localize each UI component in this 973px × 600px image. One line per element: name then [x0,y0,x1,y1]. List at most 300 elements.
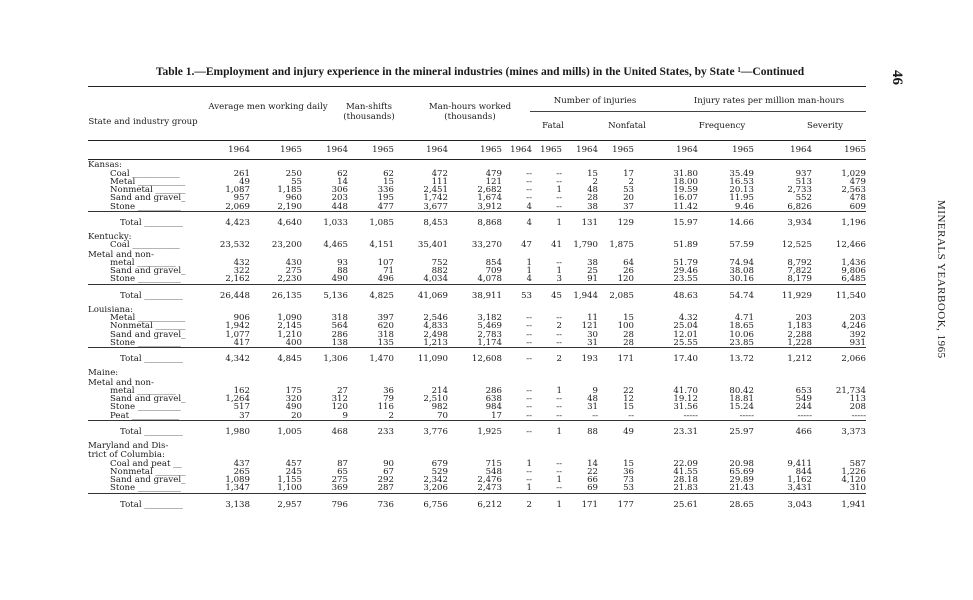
table-cell: 549 [795,394,812,404]
table-cell: 208 [849,402,866,413]
table-cell: 48.63 [673,290,698,301]
table-cell: 171 [617,354,634,364]
table-cell: 10.06 [729,329,754,340]
table-cell: 2,085 [609,290,634,301]
table-cell: 20 [623,193,634,204]
row-label: Sand and gravel_ [110,329,186,340]
table-cell: 1,925 [477,426,502,437]
table-cell: 6,485 [841,274,866,285]
table-cell: 14 [587,458,598,469]
row-label: Total _________ [120,290,183,301]
table-cell: 193 [581,354,598,364]
table-cell: 2,451 [423,185,448,195]
table-cell: 292 [377,475,394,485]
table-cell: -- [556,483,562,494]
table-cell: 432 [233,257,250,268]
table-cell: -- [556,168,562,179]
row-label: Sand and gravel_ [110,193,186,204]
table-cell: 120 [617,274,634,285]
table-cell: 69 [587,483,598,494]
table-cell: 47 [521,240,532,251]
table-cell: 21.83 [673,483,698,494]
table-cell: 4,151 [369,240,394,251]
table-cell: 38 [587,201,598,212]
table-cell: 1,089 [225,475,250,485]
table-cell: 2,498 [423,329,448,340]
table-cell: 1,210 [277,329,302,340]
table-cell: 1,174 [477,337,502,348]
table-cell: -- [556,313,562,323]
table-cell: 1,875 [609,240,634,251]
table-cell: 65.69 [729,466,754,477]
table-cell: 87 [337,458,348,469]
row-label: Stone __________ [110,201,181,212]
table-cell: 3,206 [423,483,448,494]
table-cell: 1,436 [841,257,866,268]
table-cell: 4,034 [423,274,448,285]
table-cell: 1 [526,257,532,268]
table-cell: 2 [556,354,562,364]
table-cell: 93 [337,257,348,268]
table-cell: 214 [431,385,448,396]
table-cell: 1,228 [787,337,812,348]
table-cell: -- [526,385,532,396]
table-cell: 796 [331,499,348,510]
table-cell: 5,136 [323,290,348,301]
table-cell: 286 [331,329,348,340]
row-label: Total _________ [120,426,183,437]
table-cell: 12,525 [781,240,812,251]
year-header-cell: 1964 [510,145,532,155]
table-cell: 48 [587,185,598,195]
table-cell: 11,540 [835,290,866,301]
total-row [88,498,866,514]
table-cell: 9 [342,410,348,421]
year-header-cell: 1964 [426,145,448,155]
table-cell: 11 [587,313,598,323]
table-cell: 1,162 [787,475,812,485]
table-cell: 12,608 [471,354,502,364]
table-cell: -- [526,313,532,323]
table-cell: 203 [795,313,812,323]
table-cell: 23.85 [729,337,754,348]
table-cell: 2 [592,176,598,187]
table-row [88,241,866,249]
row-label: Stone __________ [110,337,181,348]
table-cell: 2,342 [423,475,448,485]
table-cell: 1 [556,385,562,396]
table-cell: 51.89 [673,240,698,251]
table-cell: 4 [526,201,532,212]
table-cell: 736 [377,499,394,510]
table-cell: 9,411 [787,458,812,469]
table-cell: -- [526,466,532,477]
table-cell: 4,845 [277,354,302,364]
row-label: Metal ___________ [110,176,186,187]
table-cell: 111 [431,176,448,187]
table-cell: 2,957 [277,499,302,510]
table-cell: 25.55 [673,337,698,348]
table-cell: 310 [849,483,866,494]
table-cell: 11.95 [729,193,754,204]
table-cell: 587 [849,458,866,469]
table-cell: 4,465 [323,240,348,251]
table-cell: 88 [587,426,598,437]
table-cell: 3,373 [841,426,866,437]
table-cell: 275 [285,266,302,276]
row-label: trict of Columbia: [88,450,165,461]
table-cell: 457 [285,458,302,469]
table-cell: 175 [285,385,302,396]
header-man-shifts: Man-shifts (thousands) [343,102,395,122]
state-heading-row [88,368,866,377]
table-cell: 31.80 [673,168,698,179]
table-cell: 2,563 [841,185,866,195]
table-cell: 752 [431,257,448,268]
table-cell: -- [526,321,532,332]
table-cell: 6,756 [423,499,448,510]
row-label: Kentucky: [88,232,132,242]
table-cell: 984 [485,402,502,413]
table-cell: 709 [485,266,502,276]
table-cell: 322 [233,266,250,276]
header-bottom-rule [88,159,866,160]
table-cell: 620 [377,321,394,332]
table-cell: 430 [285,257,302,268]
table-cell: 1,942 [225,321,250,332]
table-cell: 129 [617,217,634,228]
table-cell: 195 [377,193,394,204]
table-cell: 8,792 [787,257,812,268]
table-cell: 18.81 [729,394,754,404]
table-cell: 15 [623,402,634,413]
table-cell: 245 [285,466,302,477]
table-cell: 1 [556,185,562,195]
table-cell: 4.32 [678,313,698,323]
table-cell: 4,640 [277,217,302,228]
table-cell: 15 [587,168,598,179]
table-cell: 33,270 [471,240,502,251]
table-cell: 171 [581,499,598,510]
table-cell: -- [526,185,532,195]
table-cell: 203 [331,193,348,204]
table-cell: 12 [623,394,634,404]
row-label: Stone __________ [110,483,181,494]
table-cell: 479 [849,176,866,187]
table-cell: 53 [521,290,532,301]
table-cell: -- [556,176,562,187]
row-label: Metal and non- [88,377,154,388]
table-cell: 8,179 [787,274,812,285]
header-avg-men: Average men working daily [208,102,328,112]
header-state-group: State and industry group [88,117,198,127]
table-cell: 100 [617,321,634,332]
table-cell: 854 [485,257,502,268]
running-head: MINERALS YEARBOOK, 1965 [935,200,947,359]
total-row [88,289,866,305]
table-cell: 91 [587,274,598,285]
table-cell: 35.49 [729,168,754,179]
table-cell: 107 [377,257,394,268]
table-cell: 30.16 [729,274,754,285]
row-label: Nonmetal _______ [110,466,186,477]
row-label: Kansas: [88,160,122,171]
table-cell: 478 [849,193,866,204]
row-label: Coal ___________ [110,168,180,179]
table-cell: 65 [337,466,348,477]
table-cell: 13.72 [729,354,754,364]
table-cell: ----- [851,410,866,421]
table-cell: 74.94 [729,257,754,268]
table-cell: 882 [431,266,448,276]
table-cell: 417 [233,337,250,348]
year-header-cell: 1965 [280,145,302,155]
table-cell: 80.42 [729,385,754,396]
table-cell: 131 [581,217,598,228]
table-cell: 14.66 [729,217,754,228]
page-number: 46 [889,70,905,85]
table-cell: 90 [383,458,394,469]
table-cell: 2,473 [477,483,502,494]
table-cell: 931 [849,337,866,348]
table-cell: 17 [623,168,634,179]
table-cell: 16.07 [673,193,698,204]
table-cell: 638 [485,394,502,404]
table-cell: 1 [556,499,562,510]
row-label: Metal ___________ [110,313,186,323]
table-cell: -- [526,410,532,421]
row-label: Sand and gravel_ [110,266,186,276]
table-cell: 679 [431,458,448,469]
table-cell: 4,342 [225,354,250,364]
total-row [88,216,866,232]
table-cell: 23,200 [271,240,302,251]
row-label: Total _________ [120,354,183,364]
table-cell: 9 [592,385,598,396]
header-injury-rates: Injury rates per million man-hours [693,96,845,106]
table-cell: 35,401 [417,240,448,251]
table-cell: 29.46 [673,266,698,276]
table-cell: -- [526,168,532,179]
table-cell: 23,532 [219,240,250,251]
header-frequency: Frequency [698,121,746,131]
table-cell: 2,546 [423,313,448,323]
table-cell: 287 [377,483,394,494]
table-cell: 37 [623,201,634,212]
table-cell: 36 [383,385,394,396]
table-cell: 11,929 [781,290,812,301]
table-cell: 1,155 [277,475,302,485]
table-cell: 3,677 [423,201,448,212]
table-row [88,339,866,348]
table-cell: 38,911 [471,290,502,301]
table-cell: 41 [551,240,562,251]
table-cell: 336 [377,185,394,195]
table-row [88,203,866,212]
row-label: Total _________ [120,499,183,510]
table-cell: 23.55 [673,274,698,285]
table-cell: 22 [587,466,598,477]
table-cell: 8,453 [423,217,448,228]
table-cell: 320 [285,394,302,404]
table-cell: -- [556,257,562,268]
table-cell: 3,776 [423,426,448,437]
year-header-cell: 1965 [844,145,866,155]
year-header-cell: 1964 [326,145,348,155]
header-nonfatal: Nonfatal [608,121,646,131]
table-cell: 4,246 [841,321,866,332]
table-cell: -- [556,458,562,469]
table-cell: 28.18 [673,475,698,485]
table-cell: -- [556,201,562,212]
table-cell: 1 [556,475,562,485]
table-cell: 41,069 [417,290,448,301]
table-cell: 53 [623,483,634,494]
table-cell: 400 [285,337,302,348]
table-cell: 1 [556,266,562,276]
table-cell: 7,822 [787,266,812,276]
table-cell: 844 [795,466,812,477]
table-cell: 28 [623,337,634,348]
year-header-cell: 1964 [676,145,698,155]
table-cell: 982 [431,402,448,413]
year-header-cell: 1965 [480,145,502,155]
table-cell: -- [526,354,532,364]
table-cell: 20 [291,410,302,421]
table-cell: 286 [485,385,502,396]
table-cell: 513 [795,176,812,187]
table-cell: 14 [337,176,348,187]
table-cell: 21,734 [835,385,866,396]
row-label: metal _________ [110,385,176,396]
table-cell: 37 [239,410,250,421]
table-cell: 73 [623,475,634,485]
injury-table [88,146,866,514]
row-label: Maine: [88,368,119,379]
table-cell: 3,912 [477,201,502,212]
table-cell: 8,868 [477,217,502,228]
table-cell: 2 [388,410,394,421]
table-cell: 1,742 [423,193,448,204]
table-cell: 5,469 [477,321,502,332]
table-cell: 653 [795,385,812,396]
table-cell: 2,190 [277,201,302,212]
table-title: Table 1.—Employment and injury experience in the mineral industries (mines and mills) in the United States, by State ¹—Continued [155,66,805,78]
table-cell: 479 [485,168,502,179]
table-cell: 62 [337,168,348,179]
table-cell: 369 [331,483,348,494]
table-cell: 31 [587,337,598,348]
table-cell: 1,183 [787,321,812,332]
table-cell: 477 [377,201,394,212]
table-cell: 162 [233,385,250,396]
table-cell: 51.79 [673,257,698,268]
table-cell: 177 [617,499,634,510]
table-cell: 79 [383,394,394,404]
table-cell: 25.04 [673,321,698,332]
table-cell: 54.74 [729,290,754,301]
table-cell: 1,005 [277,426,302,437]
table-cell: 2,145 [277,321,302,332]
row-label: Louisiana: [88,304,133,315]
table-cell: 20.13 [729,185,754,195]
table-cell: 12.01 [673,329,698,340]
table-cell: 548 [485,466,502,477]
table-cell: -- [628,410,634,421]
table-cell: 26,135 [271,290,302,301]
table-cell: 960 [285,193,302,204]
table-cell: 448 [331,201,348,212]
table-cell: 4 [526,217,532,228]
table-cell: 15.97 [673,217,698,228]
table-cell: 16.53 [729,176,754,187]
table-cell: 1,264 [225,394,250,404]
table-cell: 31.56 [673,402,698,413]
table-cell: 12,466 [835,240,866,251]
table-cell: -- [526,193,532,204]
table-cell: 3,431 [787,483,812,494]
table-cell: 472 [431,168,448,179]
table-cell: 121 [485,176,502,187]
table-cell: 49 [239,176,250,187]
table-row [88,275,866,284]
state-heading-row [88,441,866,450]
row-label: Sand and gravel_ [110,394,186,404]
table-cell: 2,288 [787,329,812,340]
table-cell: 3,138 [225,499,250,510]
table-cell: 496 [377,274,394,285]
row-label: Stone __________ [110,274,181,285]
row-label: Peat ___________ [110,410,180,421]
table-cell: 67 [383,466,394,477]
table-cell: 2 [556,321,562,332]
table-cell: 1,196 [841,217,866,228]
table-cell: 22.09 [673,458,698,469]
table-cell: 113 [849,394,866,404]
table-cell: 120 [331,402,348,413]
table-cell: 2,069 [225,201,250,212]
table-cell: 1,085 [369,217,394,228]
table-cell: 25 [587,266,598,276]
table-cell: 19.12 [673,394,698,404]
row-label: Stone __________ [110,402,181,413]
table-cell: 38.08 [729,266,754,276]
table-cell: 88 [337,266,348,276]
year-header-cell: 1965 [540,145,562,155]
table-cell: 1,674 [477,193,502,204]
table-cell: 4,120 [841,475,866,485]
table-cell: 3 [556,274,562,285]
table-cell: -- [526,475,532,485]
header-year-rule [88,140,866,141]
table-cell: 1 [526,458,532,469]
table-cell: 15.24 [729,402,754,413]
table-cell: 1,087 [225,185,250,195]
table-cell: 1,790 [573,240,598,251]
table-cell: 41.55 [673,466,698,477]
table-cell: 3,043 [787,499,812,510]
table-cell: 138 [331,337,348,348]
table-cell: 15 [383,176,394,187]
table-cell: 29.89 [729,475,754,485]
table-cell: 1,941 [841,499,866,510]
table-cell: 20.98 [729,458,754,469]
table-cell: 66 [587,475,598,485]
table-cell: 55 [291,176,302,187]
table-cell: 261 [233,168,250,179]
year-header-cell: 1965 [612,145,634,155]
table-cell: 18.00 [673,176,698,187]
